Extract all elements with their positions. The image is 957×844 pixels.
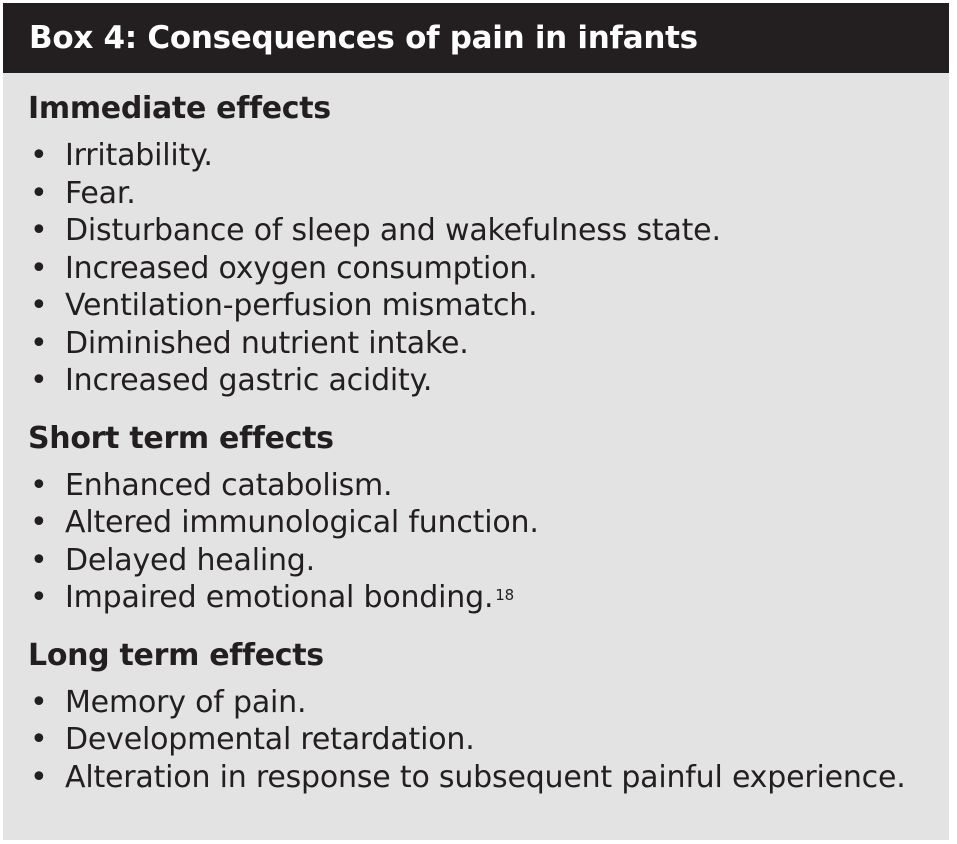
bullet-icon: • xyxy=(30,722,48,757)
section-immediate-effects xyxy=(28,89,949,400)
bullet-icon: • xyxy=(30,325,48,361)
list-item-text: Memory of pain. xyxy=(65,684,307,720)
list-item-text: Increased gastric acidity. xyxy=(65,363,433,398)
list-item-text: Developmental retardation. xyxy=(65,722,475,757)
info-box xyxy=(3,3,949,840)
bullet-icon: • xyxy=(30,213,48,248)
section-title: Short term effects xyxy=(28,420,334,456)
box-header xyxy=(3,3,949,73)
list-item xyxy=(28,721,949,759)
list-item-text: Delayed healing. xyxy=(65,542,315,578)
list-item xyxy=(28,579,949,617)
list-item-text: Diminished nutrient intake. xyxy=(65,325,469,361)
bullet-icon: • xyxy=(30,363,48,398)
bullet-icon: • xyxy=(30,684,48,720)
bullet-icon: • xyxy=(30,138,48,173)
bullet-icon: • xyxy=(30,175,48,211)
list-item-text: Disturbance of sleep and wakefulness state. xyxy=(65,213,721,248)
list-item-text: Altered immunological function. xyxy=(65,505,539,540)
list-item xyxy=(28,362,949,400)
list-item xyxy=(28,250,949,288)
list-item-text: Ventilation-perfusion mismatch. xyxy=(65,288,538,323)
list-item xyxy=(28,212,949,250)
list-item-text: Irritability. xyxy=(65,138,213,173)
bullet-list xyxy=(28,137,949,400)
list-item xyxy=(28,137,949,175)
list-item xyxy=(28,467,949,505)
list-item xyxy=(28,684,949,722)
bullet-icon: • xyxy=(30,288,48,323)
section-short-term-effects xyxy=(28,419,949,617)
bullet-icon: • xyxy=(30,759,48,795)
list-item-text: Enhanced catabolism. xyxy=(65,467,393,503)
list-item xyxy=(28,504,949,542)
section-long-term-effects xyxy=(28,636,949,797)
bullet-icon: • xyxy=(30,505,48,540)
bullet-icon: • xyxy=(30,250,48,286)
bullet-icon: • xyxy=(30,580,48,615)
section-title: Long term effects xyxy=(28,637,324,673)
list-item-text: Impaired emotional bonding. xyxy=(65,580,494,615)
list-item-text: Fear. xyxy=(65,175,136,211)
reference-superscript: 18 xyxy=(495,586,514,604)
bullet-list xyxy=(28,467,949,617)
bullet-icon: • xyxy=(30,467,48,503)
list-item xyxy=(28,175,949,213)
box-title: Box 4: Consequences of pain in infants xyxy=(29,20,698,56)
list-item xyxy=(28,287,949,325)
list-item xyxy=(28,542,949,580)
bullet-icon: • xyxy=(30,542,48,578)
section-title: Immediate effects xyxy=(28,91,331,126)
list-item-text: Increased oxygen consumption. xyxy=(65,250,538,286)
box-content xyxy=(3,73,949,796)
list-item-text: Alteration in response to subsequent painful experience. xyxy=(65,759,906,795)
bullet-list xyxy=(28,684,949,797)
list-item xyxy=(28,325,949,363)
list-item xyxy=(28,759,949,797)
